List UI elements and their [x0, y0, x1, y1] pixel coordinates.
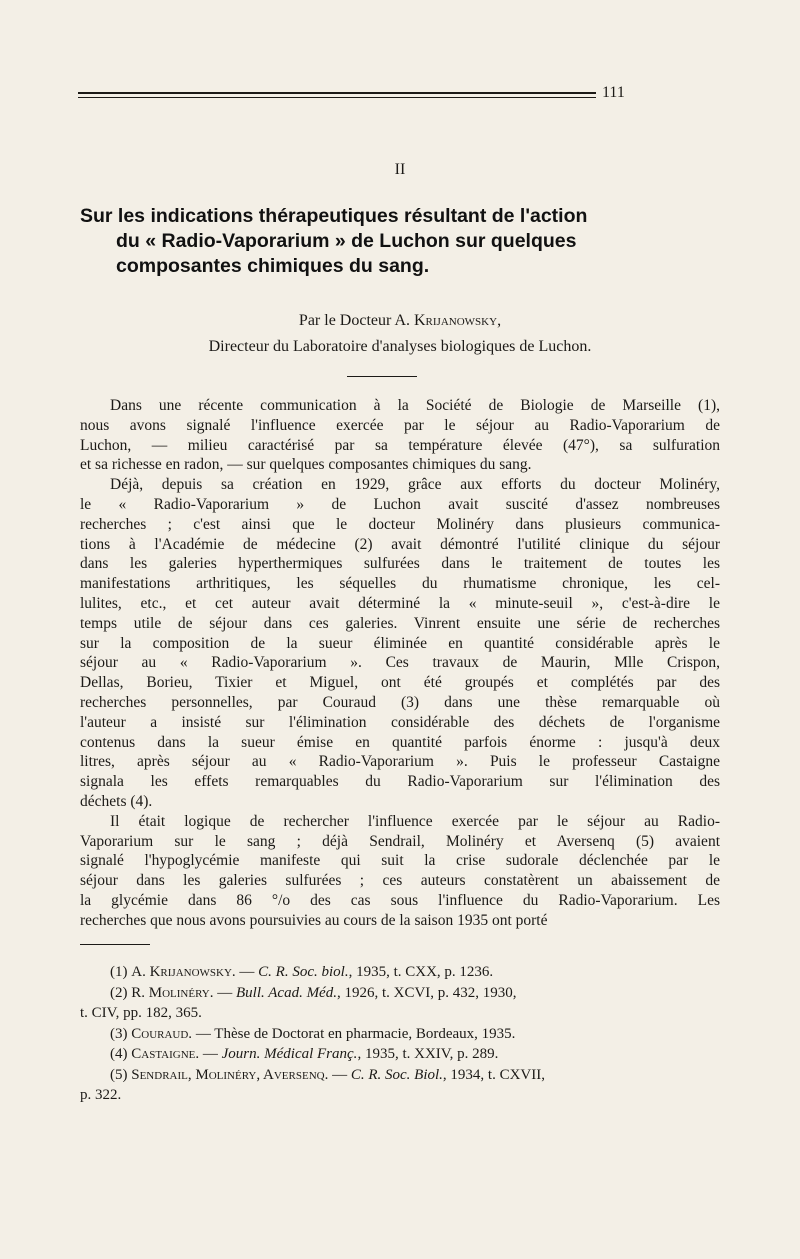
- body-line: séjour au « Radio-Vaporarium ». Ces travaux de Maurin, Mlle Crispon,: [80, 654, 720, 672]
- body-line: le « Radio-Vaporarium » de Luchon avait suscité d'assez nombreuses: [80, 495, 720, 513]
- author-name: Krijanowsky: [414, 312, 498, 329]
- footnote-separator: —: [235, 964, 259, 980]
- body-line: contenus dans la sueur émise en quantité parfois énorme : jusqu'à deux: [80, 733, 720, 751]
- title-line: du « Radio-Vaporarium » de Luchon sur quelques: [116, 230, 577, 252]
- body-line: nous avons signalé l'influence exercée par le séjour au Radio-Vaporarium de: [80, 416, 720, 434]
- footnote-authors: Sendrail, Molinéry, Aversenq.: [131, 1066, 329, 1083]
- title-line: Sur les indications thérapeutiques résultant de l'action: [80, 205, 588, 227]
- footnote-journal: C. R. Soc. Biol.: [350, 1066, 443, 1083]
- body-line: tions à l'Académie de médecine (2) avait démontré l'utilité clinique du séjour: [80, 535, 720, 553]
- body-line: Dans une récente communication à la Société de Biologie de Marseille (1),: [110, 397, 720, 414]
- body-line: déchets (4).: [80, 792, 153, 810]
- footnote-number: (1): [110, 964, 128, 980]
- body-line: recherches personnelles, par Couraud (3) dans une thèse remarquable où: [80, 693, 720, 711]
- footnote-citation: , 1935, t. CXX, p. 1236.: [348, 964, 494, 980]
- author-prefix: Par le Docteur A.: [298, 312, 410, 329]
- footnote-citation: , 1926, t. XCVI, p. 432, 1930,: [336, 984, 517, 1001]
- footnote-citation: Thèse de Doctorat en pharmacie, Bordeaux, 1935.: [214, 1025, 516, 1042]
- footnote-separator: —: [192, 1025, 215, 1042]
- footnote-rule: [80, 944, 150, 945]
- footnote-number: (4): [110, 1046, 128, 1062]
- body-line: séjour dans les galeries sulfurées ; ces auteurs constatèrent un abaissement de: [80, 872, 720, 890]
- body-line: Déjà, depuis sa création en 1929, grâce aux efforts du docteur Molinéry,: [110, 476, 720, 494]
- body-line: Vaporarium sur le sang ; déjà Sendrail, Molinéry et Aversenq (5) avaient: [80, 832, 720, 850]
- footnotes: [80, 962, 720, 1106]
- body-line: Luchon, — milieu caractérisé par sa température élevée (47°), sa sulfuration: [80, 436, 720, 454]
- body-line: Il était logique de rechercher l'influence exercée par le séjour au Radio-: [110, 812, 720, 830]
- body-line: manifestations arthritiques, les séquelles du rhumatisme chronique, les cel-: [80, 575, 720, 593]
- footnote-authors: A. Krijanowsky.: [131, 964, 236, 980]
- body-line: dans les galeries hyperthermiques sulfurées dans le traitement de toutes les: [80, 555, 720, 573]
- title-separator: [347, 376, 417, 377]
- body-line: l'auteur a insisté sur l'élimination considérable des déchets de l'organisme: [80, 713, 720, 731]
- body-line: signala les effets remarquables du Radio-Vaporarium sur l'élimination des: [80, 773, 720, 791]
- footnote-authors: Couraud.: [131, 1025, 193, 1042]
- footnote: [80, 1024, 720, 1045]
- body-line: recherches que nous avons poursuivies au cours de la saison 1935 ont porté: [80, 911, 548, 929]
- title-line: composantes chimiques du sang.: [116, 255, 430, 277]
- body-text: [80, 396, 720, 931]
- page-number: 111: [602, 84, 625, 101]
- footnote-authors: Castaigne.: [131, 1046, 200, 1062]
- footnote-citation: , 1934, t. CXVII,: [442, 1066, 545, 1083]
- footnote-authors: R. Molinéry.: [131, 984, 214, 1001]
- body-line: signalé l'hypoglycémie manifeste qui suit la crise sudorale déclenchée par le: [80, 852, 720, 870]
- body-line: Dellas, Borieu, Tixier et Miguel, ont été groupés et complétés par des: [80, 674, 720, 692]
- footnote-separator: —: [328, 1066, 351, 1083]
- footnote: [80, 1044, 720, 1065]
- body-line: recherches ; c'est ainsi que le docteur Molinéry dans plusieurs communica-: [80, 515, 720, 533]
- header-rule: [78, 92, 596, 98]
- section-numeral: II: [394, 161, 406, 178]
- footnote-journal: Journ. Médical Franç.: [221, 1046, 358, 1062]
- footnote-number: (2): [110, 984, 128, 1001]
- footnote: [80, 1085, 720, 1106]
- body-line: sur la composition de la sueur éliminée en quantité considérable après le: [80, 634, 720, 652]
- footnote-number: (3): [110, 1025, 128, 1042]
- footnote-separator: —: [213, 984, 237, 1001]
- footnote-citation: , 1935, t. XXIV, p. 289.: [357, 1046, 499, 1062]
- body-line: la glycémie dans 86 °/o des cas sous l'influence du Radio-Vaporarium. Les: [80, 891, 720, 909]
- footnote: [80, 1065, 720, 1086]
- footnote-number: (5): [110, 1066, 128, 1083]
- body-line: lulites, etc., et cet auteur avait déterminé la « minute-seuil », c'est-à-dire le: [80, 594, 720, 612]
- footnote-journal: Bull. Acad. Méd.: [236, 984, 337, 1001]
- footnote-separator: —: [199, 1046, 222, 1062]
- footnote-continuation: p. 322.: [80, 1087, 122, 1103]
- author-affiliation: Directeur du Laboratoire d'analyses biologiques de Luchon.: [208, 338, 592, 355]
- footnote: [80, 1003, 720, 1024]
- author-suffix: ,: [497, 312, 502, 329]
- body-line: temps utile de séjour dans ces galeries. Vinrent ensuite une série de recherches: [80, 614, 720, 632]
- article-title: [80, 204, 720, 279]
- footnote-journal: C. R. Soc. biol.: [258, 964, 349, 980]
- body-line: et sa richesse en radon, — sur quelques composantes chimiques du sang.: [80, 456, 532, 474]
- body-line: litres, après séjour au « Radio-Vaporarium ». Puis le professeur Castaigne: [80, 753, 720, 771]
- footnote: [80, 962, 720, 983]
- footnote: [80, 983, 720, 1004]
- author-line: [0, 312, 800, 330]
- footnote-continuation: t. CIV, pp. 182, 365.: [80, 1005, 202, 1021]
